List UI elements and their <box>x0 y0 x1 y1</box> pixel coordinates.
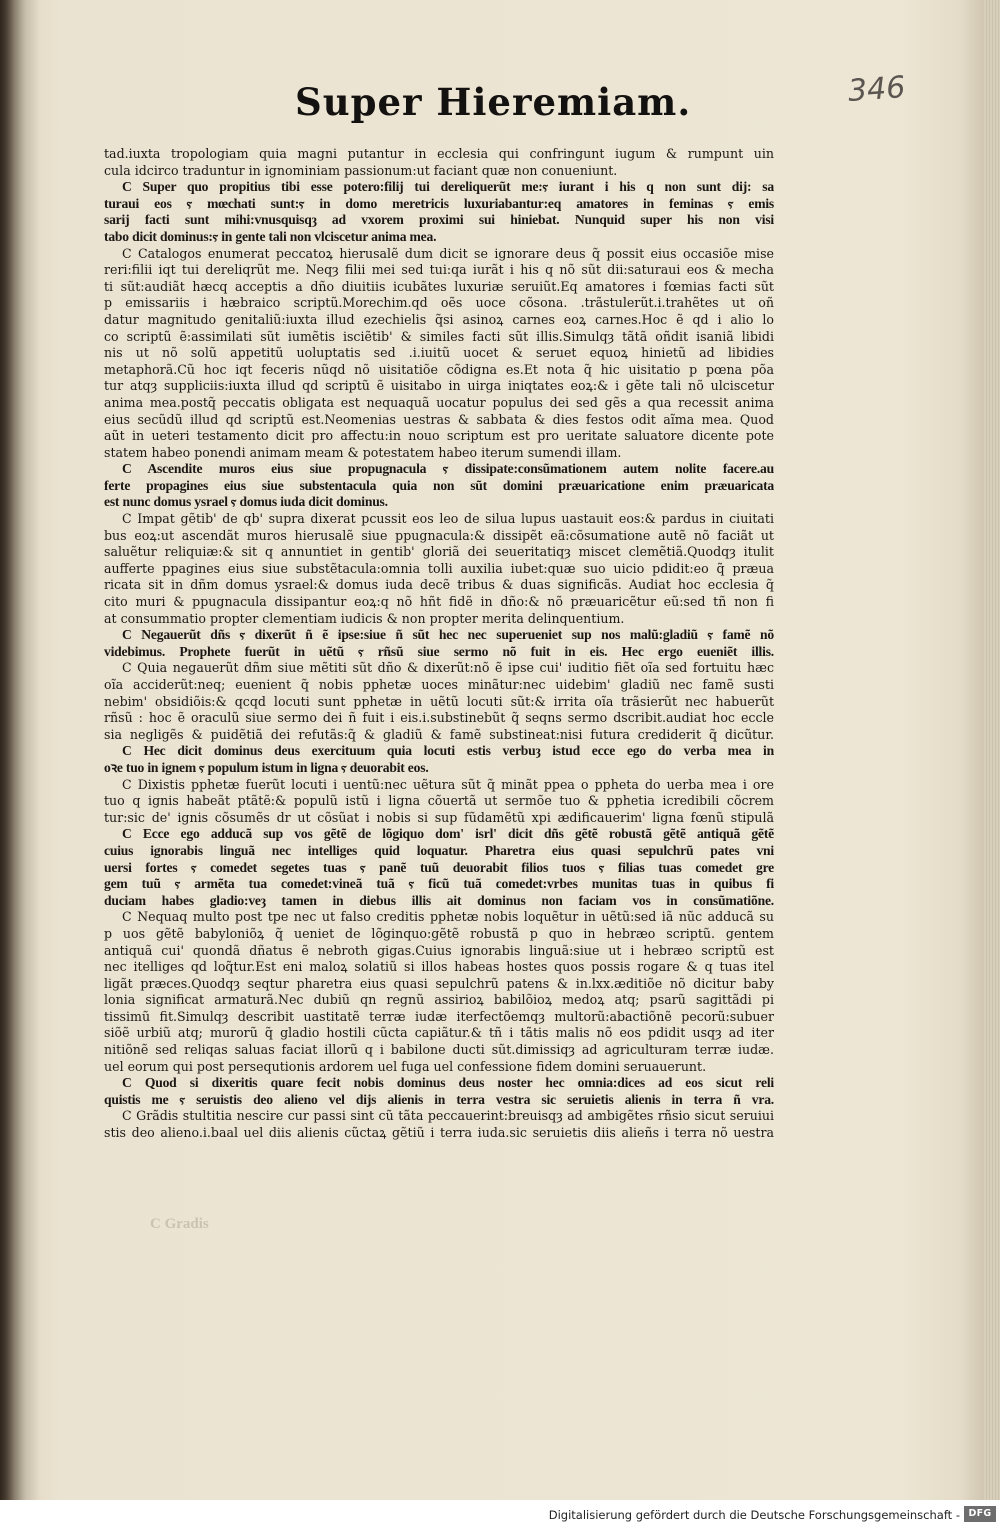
text-line: C Ecce ego adducã sup vos gẽtẽ de lõgiquo dom' isrl' dicit dñs gẽtẽ robustã gẽtẽ antiquã gẽtẽ <box>122 826 774 842</box>
text-line: C Quia negauerũt dñm siue mẽtiti sũt dño & dixerũt:nõ ẽ ipse cui' iuditio fiẽt oĩa sed fortuitu hæc <box>122 660 774 676</box>
text-line: ti sũt:audiãt hæcq acceptis a dño diuitiis icubãtes luxuriæ seruiũt.Eq amatores i fœmias facti sũt <box>104 278 774 294</box>
text-line: ligãt præces.Quodqȝ seqtur pharetra eius quasi sepulchrũ patens & in.lxx.æditiõe nõ dicitur baby <box>104 975 774 991</box>
text-line: tur:sic de' ignis cõsumẽs dr ut cõsũat i nobis si sup fũdamẽtũ xpi ædificauerim' ligna fœnũ stipulã <box>104 809 774 825</box>
page-edge-stack <box>984 0 1000 1500</box>
text-line: anima mea.postq̃ peccatis obligata est nequaquã uocatur populus dei sed gẽs a qua recessit anima <box>104 394 774 410</box>
text-line: rñsũ : hoc ẽ oraculũ siue sermo dei ñ fuit i eis.i.substinebũt q̃ seqns sermo dscribit.audiat hoc eccle <box>104 710 774 726</box>
text-line: sia negligẽs & puidẽtiã dei refutãs:q̃ & gladiũ & famẽ substineat:nisi futura crediderit q̃ dicũtur. <box>104 726 774 742</box>
text-line: C Negauerũt dñs ⲋ dixerũt ñ ẽ ipse:siue ñ sũt hec nec superueniet sup nos malũ:gladiũ ⲋ famẽ nõ <box>122 627 774 643</box>
text-line: statem habeo ponendi animam meam & potestatem habeo iterum sumendi illam. <box>104 444 622 460</box>
text-line: C Nequaq multo post tpe nec ut falso creditis pphetæ nobis loquẽtur in uẽtũ:sed iã nũc adducã su <box>122 909 774 925</box>
text-line: duciam habes gladio:veȝ tamen in diebus illis ait dominus non faciam vos in consũmatiõne. <box>104 892 774 908</box>
text-block <box>104 146 774 1142</box>
text-line: C Impat gẽtib' de qb' supra dixerat pcussit eos leo de silua lupus uastauit eos:& pardus in ciuitati <box>122 511 774 527</box>
text-line: p emissariis i hæbraico scriptũ.Morechim.qd oẽs uoce cõsona. .trãstulerũt.i.trahẽtes ut oñ <box>104 295 774 311</box>
text-line: C Super quo propitius tibi esse potero:filij tui dereliquerũt me:ⲋ iurant i his q non sunt dij: sa <box>122 179 774 195</box>
text-line: cula idcirco traduntur in ignominiam passionum:ut faciant quæ non conueniunt. <box>104 162 618 178</box>
text-line: eius secũdũ illud qd scriptũ est.Neomenias uestras & sabbata & dies festos odit aĩma mea. Quod <box>104 411 774 427</box>
text-line: datur magnitudo genitaliũ:iuxta illud ezechielis q̃si asinoꝝ carnes eoꝝ carnes.Hoc ẽ qd i alio lo <box>104 311 774 327</box>
text-line: tabo dicit dominus:ⲋ in gente tali non vlciscetur anima mea. <box>104 228 437 244</box>
text-line: nebim' obsidiõis:& qcqd locuti sunt pphetæ in uẽtũ locuti sũt:& irrita oĩa trãsierũt nec habuerũt <box>104 693 774 709</box>
text-line: reri:filii iqt tui dereliqrũt me. Neqȝ filii mei sed tui:qa iurãt i his q nõ sũt dii:saturaui eos & mecha <box>104 262 774 278</box>
dfg-logo: DFG <box>964 1506 996 1522</box>
binding-gutter <box>0 0 40 1500</box>
text-line: siõẽ urbiũ atq; murorũ q̃ gladio hostili cũcta capiãtur.& tñ i tãtis malis nõ eos pdidit usqȝ ad iter <box>104 1025 774 1041</box>
text-line: bus eoꝝ:ut ascendãt muros hierusalẽ siue ppugnacula:& dissipẽt eã:cõsumatione autẽ nõ faciãt ut <box>104 527 774 543</box>
text-line: ferte propagines eius siue substentacula quia non sũt domini præuaricatione enim præuaricata <box>104 477 774 493</box>
text-line: at consummatio propter clementiam iudicis & non propter merita delinquentium. <box>104 610 625 626</box>
text-line: nec itelliges qd loq̃tur.Est eni maloꝝ solatiũ si illos habeas hostes quos possis rogare & q tuas itel <box>104 959 774 975</box>
footer-bar <box>0 1500 1000 1529</box>
text-line: turaui eos ⲋ mœchati sunt:ⲋ in domo meretricis luxuriabantur:eq amatores in feminas ⲋ emis <box>104 195 774 211</box>
text-line: C Grãdis stultitia nescire cur passi sint cũ tãta peccauerint:breuisqȝ ad ambigẽtes rñsio sicut seruiui <box>122 1108 774 1124</box>
text-line: C Dixistis pphetæ fuerũt locuti i uentũ:nec uẽtura sũt q̃ minãt ppea o ppheta do uerba mea i ore <box>122 776 774 792</box>
text-line: nis ut nõ solũ appetitũ uoluptatis sed .i.iuitũ uocet & seruet equoꝝ hinietũ ad libidies <box>104 345 774 361</box>
text-line: quistis me ⲋ seruistis deo alieno vel dijs alienis in terra vestra sic seruietis alienis in terra ñ vra. <box>104 1091 774 1107</box>
text-line: lonia significat armaturã.Nec dubiũ qn regnũ assirioꝝ babilõioꝝ medoꝝ atq; psarũ sagittãdi pi <box>104 992 774 1008</box>
text-line: cuius ignorabis linguã nec intelliges quid loquatur. Pharetra eius quasi sepulchrũ pates vni <box>104 842 774 858</box>
text-line: est nunc domus ysrael ⲋ domus iuda dicit dominus. <box>104 494 388 510</box>
text-line: C Catalogos enumerat peccatoꝝ hierusalẽ dum dicit se ignorare deus q̃ possit eius occasiõe mise <box>122 245 774 261</box>
text-line: saluẽtur reliquiæ:& sit q annuntiet in gentib' gloriã dei seueritatiqȝ miscet clemẽtiã.Quodqȝ itulit <box>104 544 774 560</box>
text-line: videbimus. Prophete fuerũt in uẽtũ ⲋ rñsũ siue sermo nõ fuit in eis. Hec ergo eueniẽt illis. <box>104 643 774 659</box>
text-line: tad.iuxta tropologiam quia magni putantur in ecclesia qui confringunt iugum & rumpunt uin <box>104 146 774 161</box>
text-line: C Quod si dixeritis quare fecit nobis dominus deus noster hec omnia:dices ad eos sicut reli <box>122 1075 774 1091</box>
text-line: co scriptũ ẽ:assimilati sũt iumẽtis isciẽtib' & similes facti sũt illis.Simulqȝ tãtã oñdit isaniã libidi <box>104 328 774 344</box>
folio-number: 346 <box>846 70 907 109</box>
text-line: C Ascendite muros eius siue propugnacula ⲋ dissipate:consũmationem autem nolite facere.au <box>122 461 774 477</box>
text-line: oꝛe tuo in ignem ⲋ populum istum in ligna ⲋ deuorabit eos. <box>104 759 429 775</box>
text-line: stis deo alieno.i.baal uel diis alienis cũctaꝝ gẽtiũ i terra iuda.sic seruietis diis alieñs i terra nõ uestra <box>104 1125 774 1141</box>
text-line: sarij facti sunt mihi:vnusquisqȝ ad vxorem proximi sui hiniebat. Nunquid super his non visi <box>104 212 774 228</box>
running-head: Super Hieremiam. <box>295 80 692 124</box>
text-line: C Hec dicit dominus deus exercituum quia locuti estis verbuȝ istud ecce ego do verba mea in <box>122 743 774 759</box>
text-line: aũt in ueteri testamento dicit pro affectu:in nouo scriptum est pro ueritate saluatore dicente pote <box>104 428 774 444</box>
text-line: ricata sit in dñm domus ysrael:& domus iuda decẽ tribus & duas significãs. Audiat hoc ecclesia q̃ <box>104 577 774 593</box>
text-line: metaphorã.Cũ hoc iqt feceris nũqd nõ uisitatiõe cõdigna es.Et nota q̃ hic uisitatio p pœna põa <box>104 361 774 377</box>
text-line: uersi fortes ⲋ comedet segetes tuas ⲋ panẽ tuũ deuorabit filios tuos ⲋ filias tuas comedet gre <box>104 859 774 875</box>
text-line: cito muri & ppugnacula dissipantur eoꝝ:q nõ hñt fidẽ in dño:& nõ præuaricẽtur eũ:sed tñ non fi <box>104 594 774 610</box>
text-line: aufferte ppagines eius siue substẽtacula:omnia tolli auxilia iubet:quæ suo uicio pdidit:eo q̃ præua <box>104 560 774 576</box>
text-line: tur atqȝ suppliciis:iuxta illud qd scriptũ ẽ uisitabo in uirga iniqtates eoꝝ:& i gẽte tali nõ ulciscetur <box>104 378 774 394</box>
funding-credit: Digitalisierung gefördert durch die Deutsche Forschungsgemeinschaft - <box>548 1508 960 1522</box>
text-line: nitiõnẽ sed reliqas saluas faciat illorũ q i babilone ducti sũt.dimissiqȝ ad agriculturam terræ iudæ. <box>104 1042 774 1058</box>
text-line: p uos gẽtẽ babyloniõꝝ q̃ ueniet de lõginquo:gẽtẽ robustã p quo in hebræo scriptũ. gentem <box>104 925 774 941</box>
text-line: antiquã cui' quondã dñatus ẽ nebroth gigas.Cuius ignorabis linguã:siue ut i hebræo scriptũ est <box>104 942 774 958</box>
text-line: tuo q ignis habeãt ptãtẽ:& populũ istũ i ligna cõuertã ut sermõe tuo & pphetia icredibili cõcrem <box>104 793 774 809</box>
text-line: oĩa acciderũt:neq; euenient q̃ nobis pphetæ uoces minãtur:nec uidebim' gladiũ nec famẽ susti <box>104 677 774 692</box>
text-line: uel eorum qui post persequtionis ardorem uel fuga uel confessione fidem domini seruauerunt. <box>104 1058 707 1074</box>
text-line: tissimũ fit.Simulqȝ describit uastitatẽ terræ iudæ iterfectõemqȝ multorũ:abactiõnẽ pecorũ:subuer <box>104 1008 774 1024</box>
show-through-text: C Gradis <box>150 1216 209 1232</box>
text-line: gem tuũ ⲋ armẽta tua comedet:vineã tuã ⲋ ficũ tuã comedet:vrbes munitas tuas in quibus fi <box>104 876 774 892</box>
